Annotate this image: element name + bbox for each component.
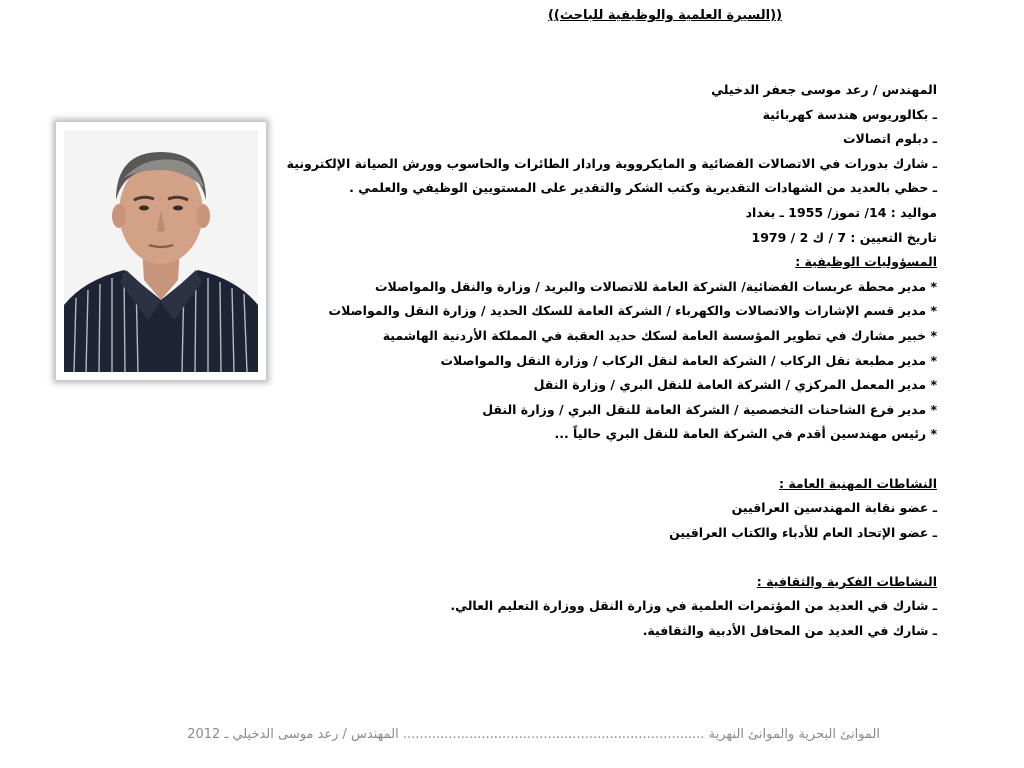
page-footer: الموانئ البحرية والموانئ النهرية ......................................................................... المهندس / رعد موسى الدخيلي ـ 2012 [187, 727, 880, 742]
professional-activity-item: ـ عضو نقابة المهندسين العراقيين [731, 500, 937, 516]
portrait-illustration [64, 130, 258, 372]
responsibility-item: * مدير فرع الشاحنات التخصصية / الشركة العامة للنقل البري / وزارة النقل [482, 401, 937, 417]
qualification-item: ـ بكالوريوس هندسة كهربائية [762, 106, 937, 122]
professional-activity-item: ـ عضو الإتحاد العام للأدباء والكتاب العراقيين [669, 524, 937, 540]
responsibility-item: * خبير مشارك في تطوير المؤسسة العامة لسكك حديد العقبة في المملكة الأردنية الهاشمية [382, 327, 937, 343]
page-title-text: ((السيرة العلمية والوظيفية للباحث)) [547, 8, 783, 23]
cv-content [286, 78, 937, 644]
portrait-photo [64, 130, 258, 372]
cultural-activity-item: ـ شارك في العديد من المؤتمرات العلمية في وزارة النقل ووزارة التعليم العالي. [450, 598, 937, 614]
qualification-item: ـ دبلوم اتصالات [842, 131, 937, 147]
name-line: المهندس / رعد موسى جعفر الدخيلي [711, 82, 937, 97]
responsibility-item: * مدير محطة عربسات الفضائية/ الشركة العامة للاتصالات والبريد / وزارة والنقل والمواصلات [374, 278, 937, 294]
responsibility-item: * مدير مطبعة نقل الركاب / الشركة العامة لنقل الركاب / وزارة النقل والمواصلات [440, 352, 937, 368]
birth-line: مواليد : 14/ تموز/ 1955 ـ بغداد [745, 204, 937, 220]
cultural-activities-heading: النشاطات الفكرية والثقافية : [756, 573, 937, 589]
section-spacer [297, 545, 937, 570]
professional-activities-heading: النشاطات المهنية العامة : [778, 475, 937, 491]
responsibilities-heading: المسؤوليات الوظيفية : [795, 254, 937, 270]
section-spacer [297, 447, 937, 472]
responsibility-item: * مدير قسم الإشارات والاتصالات والكهرباء / الشركة العامة للسكك الحديد / وزارة النقل والمواصلات [328, 303, 937, 319]
qualification-item: ـ شارك بدورات في الاتصالات الفضائية و المايكرووية ورادار الطائرات والحاسوب وورش الصيانة الإلكترونية [286, 155, 937, 171]
photo-frame [56, 122, 266, 380]
hire-date-line: تاريخ التعيين : 7 / ك 2 / 1979 [751, 229, 937, 245]
qualification-item: ـ حظي بالعديد من الشهادات التقديرية وكتب الشكر والتقدير على المستويين الوظيفي والعلمي . [349, 180, 937, 196]
responsibility-item: * رئيس مهندسين أقدم في الشركة العامة للنقل البري حالياً ... [554, 426, 937, 442]
responsibility-item: * مدير المعمل المركزي / الشركة العامة للنقل البري / وزارة النقل [533, 377, 937, 393]
page-title [520, 8, 810, 23]
cultural-activity-item: ـ شارك في العديد من المحافل الأدبية والثقافية. [642, 623, 937, 639]
